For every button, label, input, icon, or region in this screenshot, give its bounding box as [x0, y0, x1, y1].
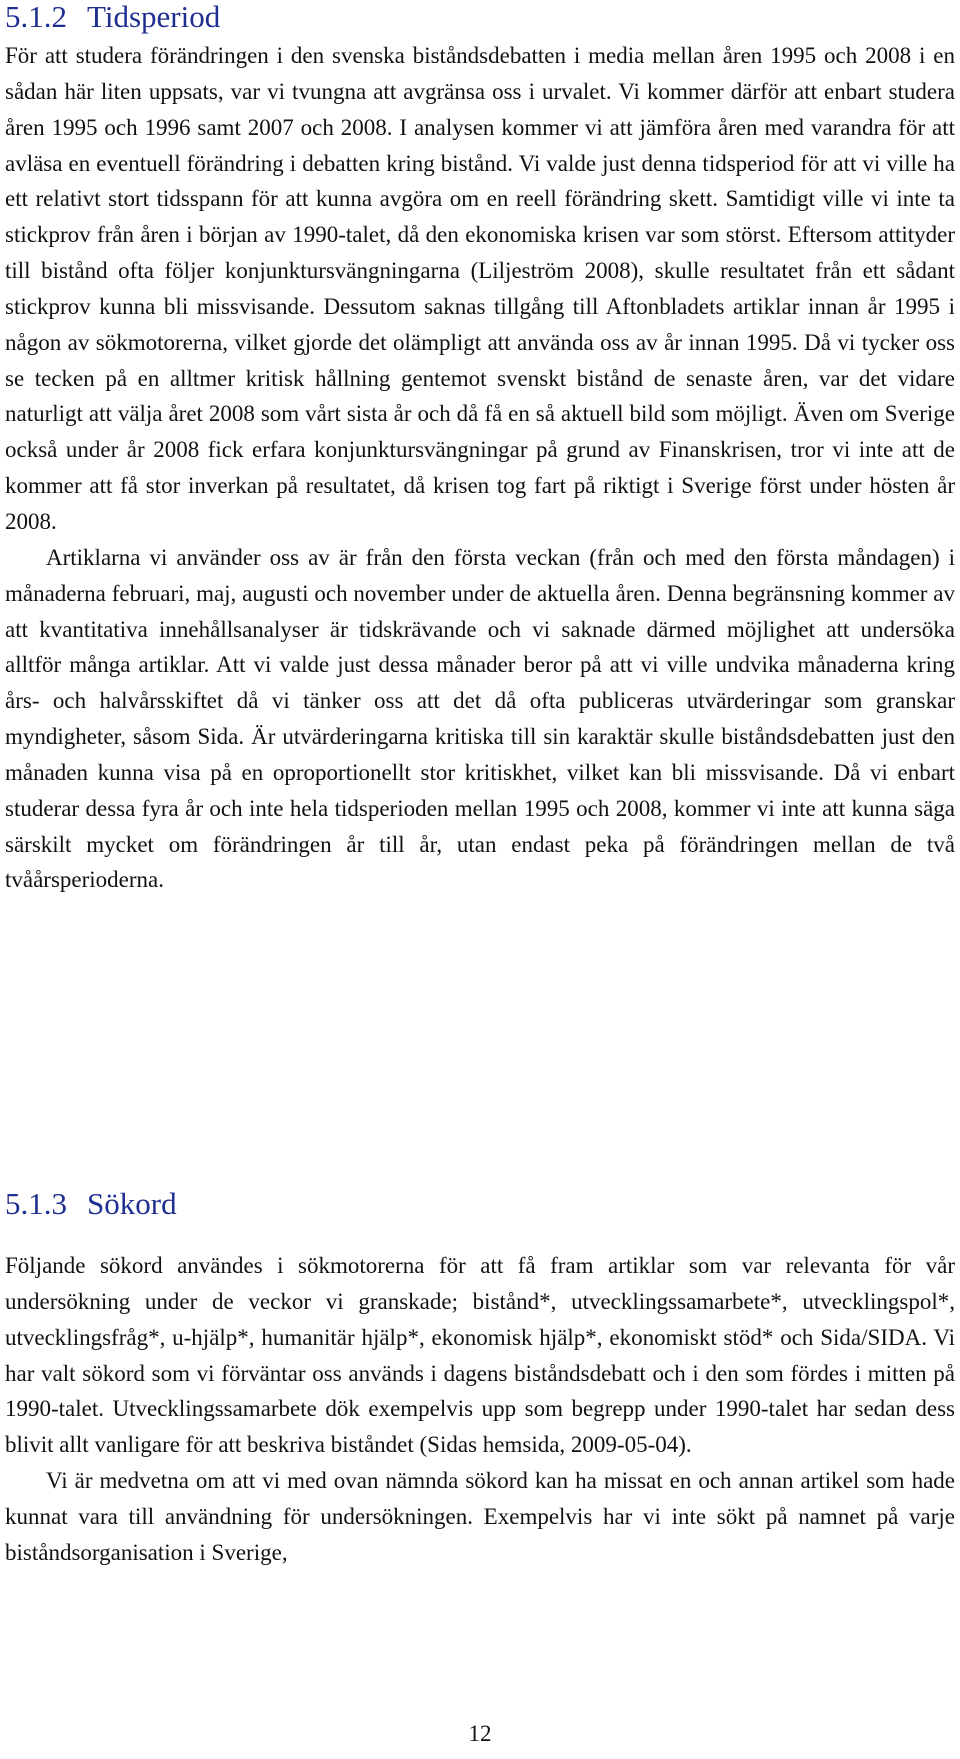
body-paragraph: För att studera förändringen i den svenska biståndsdebatten i media mellan åren 1995 och 2008 i en sådan här liten uppsats, var vi tvungna att avgränsa oss i urvalet. Vi kommer därför att enbart studera åren 1995 och 1996 samt 2007 och 2008. I analysen kommer vi att jämföra åren med varandra för att avläsa en eventuell förändring i debatten kring bistånd. Vi valde just denna tidsperiod för att vi ville ha ett relativt stort tidsspann för att kunna avgöra om en reell förändring skett. Samtidigt ville vi inte ta stickprov från åren i början av 1990-talet, då den ekonomiska krisen var som störst. Eftersom attityder till bistånd ofta följer konjunktursvängningarna (Liljeström 2008), skulle resultatet från ett sådant stickprov kunna bli missvisande. Dessutom saknas tillgång till Aftonbladets artiklar innan år 1995 i någon av sökmotorerna, vilket gjorde det olämpligt att använda oss av år innan 1995. Då vi tycker oss se tecken på en alltmer kritisk hållning gentemot svenskt bistånd de senaste åren, var det vidare naturligt att välja året 2008 som vårt sista år och då få en så aktuell bild som möjligt. Även om Sverige också under år 2008 fick erfara konjunktursvängningar på grund av Finanskrisen, tror vi inte att de kommer att få stor inverkan på resultatet, då krisen tog fart på riktigt i Sverige först under hösten år 2008. [5, 43, 955, 534]
body-paragraph: Följande sökord användes i sökmotorerna för att få fram artiklar som var relevanta för vår undersökning under de veckor vi granskade; bistånd*, utvecklingssamarbete*, utvecklingspol*, utvecklingsfråg*, u-hjälp*, humanitär hjälp*, ekonomisk hjälp*, ekonomiskt stöd* och Sida/SIDA. Vi har valt sökord som vi förväntar oss används i dagens biståndsdebatt och i den som fördes i mitten på 1990-talet. Utvecklingssamarbete dök exempelvis upp som begrepp under 1990-talet har sedan dess blivit allt vanligare för att beskriva biståndet (Sidas hemsida, 2009-05-04). [5, 1253, 955, 1458]
section-title: Tidsperiod [87, 0, 221, 34]
section-heading-tidsperiod [5, 0, 220, 34]
body-paragraph: Artiklarna vi använder oss av är från den första veckan (från och med den första måndagen) i månaderna februari, maj, augusti och november under de aktuella åren. Denna begränsning kommer av att kvantitativa innehållsanalyser är tidskrävande och vi saknade därmed möjlighet att undersöka alltför många artiklar. Att vi valde just dessa månader beror på att vi ville undvika månaderna kring års- och halvårsskiftet då vi tänker oss att det då ofta publiceras utvärderingar som granskar myndigheter, såsom Sida. Är utvärderingarna kritiska till sin karaktär skulle biståndsdebatten just den månaden kunna visa på en oproportionellt stor kritiskhet, vilket kan bli missvisande. Då vi enbart studerar dessa fyra år och inte hela tidsperioden mellan 1995 och 2008, kommer vi inte att kunna säga särskilt mycket om förändringen år till år, utan endast peka på förändringen mellan de två tvåårsperioderna. [5, 544, 955, 893]
section-title: Sökord [87, 1186, 177, 1221]
section-body-tidsperiod [5, 38, 955, 898]
section-body-sokord [5, 1248, 955, 1571]
body-paragraph: Vi är medvetna om att vi med ovan nämnda sökord kan ha missat en och annan artikel som hade kunnat vara till användning för undersökningen. Exempelvis har vi inte sökt på namnet på varje biståndsorganisation i Sverige, [5, 1468, 955, 1565]
section-heading-sokord [5, 1187, 177, 1221]
section-number: 5.1.3 [5, 1186, 67, 1221]
page-number: 12 [468, 1721, 492, 1746]
section-number: 5.1.2 [5, 0, 67, 34]
